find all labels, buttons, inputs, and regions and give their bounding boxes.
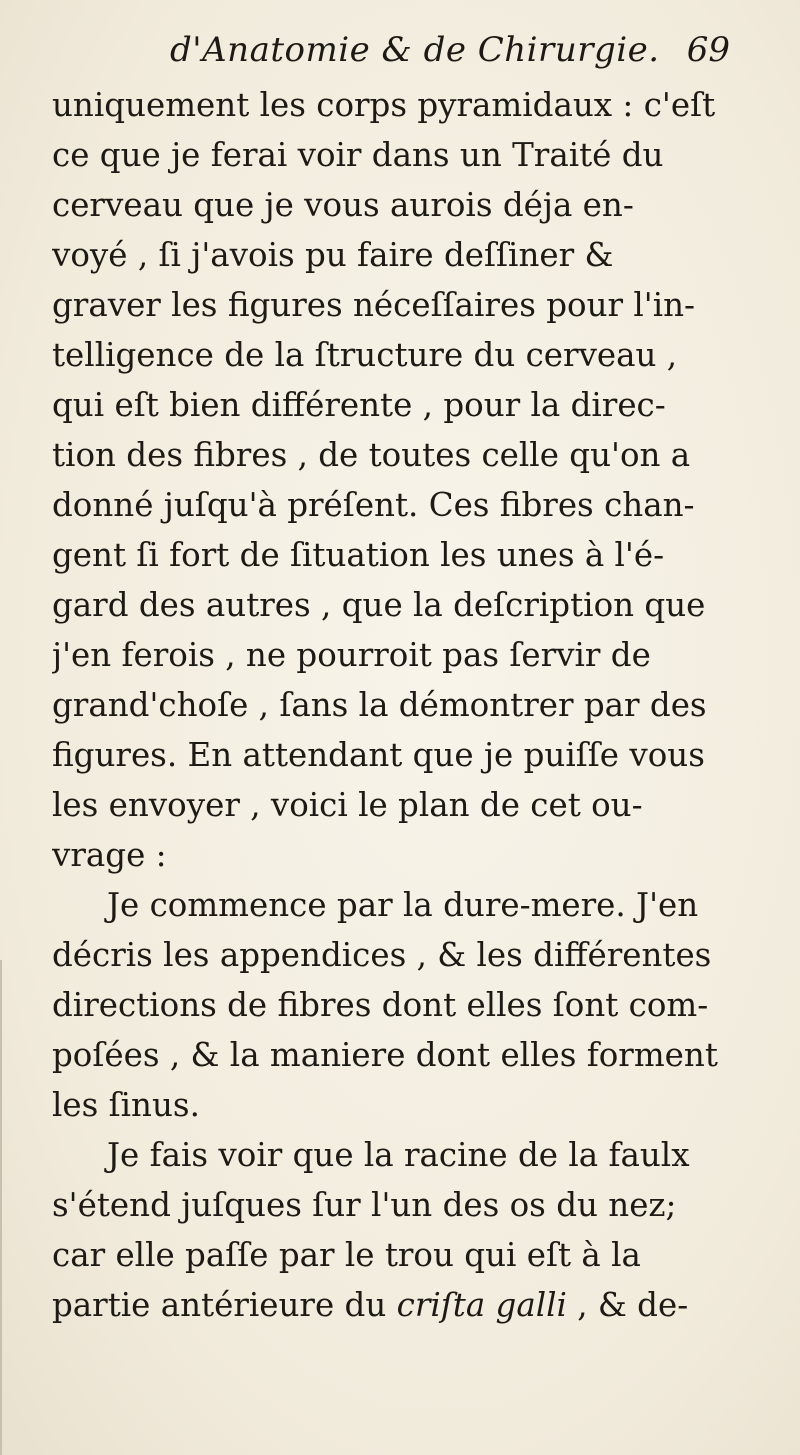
text-line: cerveau que je vous aurois déja en- <box>52 186 634 224</box>
text-line: les ſinus. <box>52 1086 200 1124</box>
text-line: j'en ferois , ne pourroit pas ſervir de <box>52 636 651 674</box>
body-text <box>52 80 756 1330</box>
text-line: graver les figures néceſſaires pour l'in- <box>52 286 696 324</box>
text-line: Je commence par la dure-mere. J'en <box>107 886 699 924</box>
text-line: s'étend juſques ſur l'un des os du nez; <box>52 1186 677 1224</box>
text-line: qui eſt bien différente , pour la direc- <box>52 386 666 424</box>
page-number: 69 <box>686 30 730 70</box>
text-line: gent ſi fort de ſituation les unes à l'é- <box>52 536 665 574</box>
page-edge-shadow <box>0 960 2 1455</box>
text-line: vrage : <box>52 836 167 874</box>
text-line: décris les appendices , & les différentes <box>52 936 712 974</box>
text-line: tion des fibres , de toutes celle qu'on a <box>52 436 691 474</box>
text-line: car elle paſſe par le trou qui eſt à la <box>52 1236 641 1274</box>
text-line: gard des autres , que la deſcription que <box>52 586 706 624</box>
text-line: directions de fibres dont elles ſont com- <box>52 986 709 1024</box>
text-line: donné juſqu'à préſent. Ces fibres chan- <box>52 486 695 524</box>
text-line: poſées , & la maniere dont elles forment <box>52 1036 718 1074</box>
text-line: voyé , ſi j'avois pu faire deſſiner & <box>52 236 614 274</box>
text-line-end: , & de- <box>566 1286 689 1324</box>
running-title: d'Anatomie & de Chirurgie. <box>170 30 660 70</box>
text-line: les envoyer , voici le plan de cet ou- <box>52 786 643 824</box>
text-line: telligence de la ſtructure du cerveau , <box>52 336 678 374</box>
text-line: Je fais voir que la racine de la faulx <box>107 1136 690 1174</box>
text-line: figures. En attendant que je puiſſe vous <box>52 736 705 774</box>
text-line-start: partie antérieure du <box>52 1286 387 1324</box>
italic-term: criſta galli <box>396 1286 567 1324</box>
text-line-last <box>52 1280 756 1330</box>
text-line: grand'choſe , ſans la démontrer par des <box>52 686 707 724</box>
page-header <box>170 30 730 80</box>
text-line: uniquement les corps pyramidaux : c'eſt <box>52 86 716 124</box>
text-line: ce que je ferai voir dans un Traité du <box>52 136 664 174</box>
